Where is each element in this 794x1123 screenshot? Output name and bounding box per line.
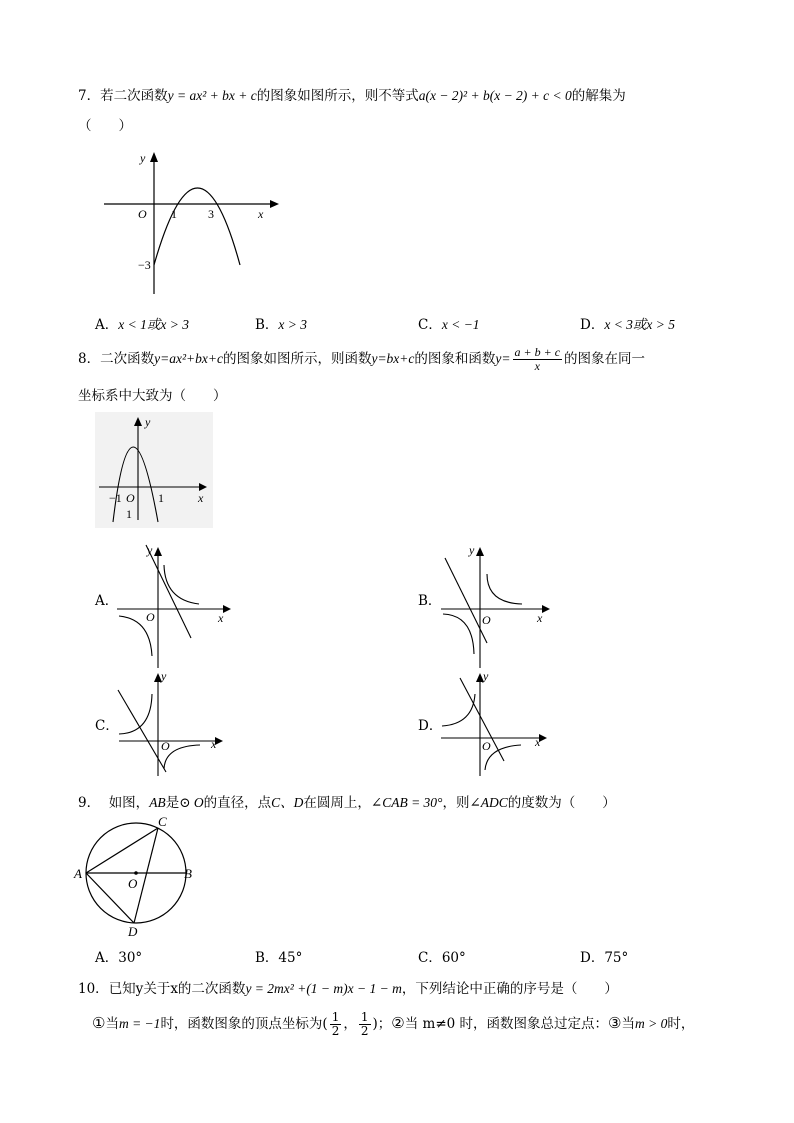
q9-option-b-label: B． [255, 950, 279, 966]
q9-option-d-label: D． [580, 950, 605, 966]
q9-label-d: D [128, 924, 138, 939]
q7-stem [78, 84, 626, 104]
q10-statement-3-m: m > 0 [634, 1016, 668, 1031]
q8-option-b-graph[interactable] [437, 540, 557, 670]
q8-origin-label: O [126, 491, 135, 505]
q9-option-b[interactable] [255, 946, 302, 966]
q8-function-2: y=bx+c [371, 351, 415, 366]
q9-ab: AB [149, 795, 166, 810]
q7-option-a-text: x < 1或x > 3 [118, 317, 189, 332]
q10-statement-3-b: 时， [667, 1016, 695, 1032]
q10-number: 10． [78, 981, 109, 997]
q10-stem-a: 已知y关于x的二次函数 [108, 981, 246, 997]
q7-option-c-text: x < −1 [441, 317, 480, 332]
q8b-hyperbola-q3 [443, 614, 474, 654]
q8-tick-1: 1 [158, 491, 164, 505]
q10-comma: ， [343, 1016, 357, 1032]
q9-option-c-label: C． [418, 950, 442, 966]
q10-statement-1-b: 时，函数图象的顶点坐标为( [160, 1016, 328, 1032]
q8-tick-neg1: −1 [109, 491, 122, 505]
q10-fraction-1-num: 1 [331, 1010, 340, 1025]
q8-function-1: y=ax²+bx+c [154, 351, 223, 366]
q8-graph [95, 412, 213, 528]
q8-x-label: x [198, 491, 204, 505]
q7-tick-neg3: −3 [138, 258, 151, 272]
q9-stem-f: 的度数为（ ） [507, 795, 616, 811]
q10-statement-1-m: m = −1 [118, 1016, 161, 1031]
q8a-hyperbola-q1 [164, 565, 199, 604]
q8-fraction [513, 346, 563, 372]
q8d-hyperbola-q2 [442, 694, 475, 726]
q7-stem-a: 若二次函数 [100, 88, 168, 104]
q8a-line [146, 545, 191, 638]
q9-number: 9． [78, 795, 101, 811]
q8-frac-numerator: a + b + c [514, 345, 561, 360]
q9-option-a-label: A． [95, 950, 119, 966]
q9-cd: C、D [271, 795, 304, 810]
q10-statement-2-marker: ② [391, 1014, 405, 1032]
q7-option-b-label: B． [255, 317, 279, 333]
q9-option-d-text: 75° [604, 950, 629, 966]
q10-stem-b: ，下列结论中正确的序号是（ ） [401, 981, 618, 997]
q8-option-b-label[interactable]: B． [418, 593, 442, 609]
q8b-y-label: y [469, 543, 475, 557]
q8c-y-label: y [161, 669, 167, 683]
q7-stem-c: 的解集为 [571, 88, 626, 104]
q7-option-d[interactable] [580, 313, 675, 333]
q8c-x-label: x [211, 737, 217, 751]
q8a-y-label: y [147, 543, 153, 557]
q7-option-b-text: x > 3 [278, 317, 308, 332]
q10-statement-1-a: 当 [105, 1016, 119, 1032]
q9-stem-d: 在圆周上， [303, 795, 371, 811]
q7-option-b[interactable] [255, 313, 307, 333]
q8c-origin-label: O [161, 739, 170, 753]
q10-statements [92, 1006, 694, 1041]
q9-angle-adc: ∠ADC [469, 795, 508, 810]
q8d-origin-label: O [482, 739, 491, 753]
q7-option-d-label: D． [580, 317, 605, 333]
q7-option-c-label: C． [418, 317, 442, 333]
q9-circle: ⊙ O [179, 795, 204, 810]
q10-statement-1-c: )； [372, 1016, 392, 1032]
q7-origin-label: O [138, 207, 147, 221]
q7-y-arrow [150, 152, 158, 162]
q8-frac-denominator: x [534, 359, 540, 373]
q9-option-b-text: 45° [278, 950, 303, 966]
q7-parabola [154, 188, 240, 265]
q8-stem-a: 二次函数 [100, 351, 155, 367]
q10-fraction-2 [359, 1011, 371, 1037]
q9-option-c[interactable] [418, 946, 466, 966]
q10-statement-1-marker: ① [92, 1014, 106, 1032]
q8-y-label: y [145, 415, 151, 429]
q7-y-label: y [140, 151, 146, 165]
q8-option-d-graph[interactable] [437, 666, 557, 778]
q8a-y-arrow [154, 547, 162, 556]
q8a-x-arrow [223, 605, 231, 613]
q7-tick-3: 3 [208, 207, 214, 221]
q7-option-c[interactable] [418, 313, 480, 333]
q7-x-arrow [270, 200, 279, 208]
q8-option-c-graph[interactable] [115, 666, 235, 778]
q7-function: y = ax² + bx + c [167, 88, 257, 103]
q9-label-c: C [158, 814, 167, 829]
q8-option-d-label[interactable]: D． [418, 718, 443, 734]
q8-option-a-label[interactable]: A． [95, 593, 119, 609]
q8-number: 8． [78, 351, 101, 367]
q8-stem [78, 342, 645, 376]
q10-fraction-1 [330, 1011, 342, 1037]
q9-stem-b: 是 [165, 795, 180, 811]
q8a-x-label: x [218, 611, 224, 625]
q7-number: 7． [78, 88, 101, 104]
q9-stem-c: 的直径，点 [203, 795, 272, 811]
q9-chord-ac [86, 828, 158, 873]
q9-option-a-text: 30° [118, 950, 143, 966]
q9-circle-figure [70, 812, 210, 940]
q9-stem-e: ，则 [442, 795, 470, 811]
q8-option-a-graph[interactable] [115, 540, 235, 670]
q7-inequality: a(x − 2)² + b(x − 2) + c < 0 [418, 88, 572, 103]
q10-fraction-2-den: 2 [360, 1024, 369, 1038]
q8b-line [445, 558, 487, 643]
q10-statement-3-a: 当 [621, 1016, 635, 1032]
q9-label-a: A [74, 866, 82, 881]
q9-label-b: B [184, 866, 192, 881]
q8-stem-line2: 坐标系中大致为（ ） [78, 388, 227, 404]
q8b-x-arrow [542, 605, 550, 613]
q9-option-a[interactable] [95, 946, 142, 966]
q7-x-label: x [258, 207, 264, 221]
q10-function: y = 2mx² +(1 − m)x − 1 − m [245, 981, 402, 996]
q10-statement-3-marker: ③ [608, 1014, 622, 1032]
q8d-x-label: x [535, 735, 541, 749]
q9-label-o: O [128, 876, 138, 891]
q8-option-c-label[interactable]: C． [95, 718, 119, 734]
q7-option-a[interactable] [95, 313, 189, 333]
q9-stem-a: 如图， [108, 795, 150, 811]
q10-fraction-2-num: 1 [360, 1010, 369, 1025]
q8-tick-below: 1 [126, 507, 132, 521]
q9-option-d[interactable] [580, 946, 628, 966]
q10-fraction-1-den: 2 [331, 1024, 340, 1038]
q7-answer-paren: （ ） [78, 118, 132, 134]
q9-stem [78, 791, 616, 811]
q7-graph [98, 148, 288, 298]
q9-angle-cab: ∠CAB = 30° [370, 795, 443, 810]
q9-center-dot [134, 871, 138, 875]
q8a-origin-label: O [146, 610, 155, 624]
q9-chord-cd [134, 828, 158, 923]
q7-option-d-text: x < 3或x > 5 [604, 317, 676, 332]
q8b-hyperbola-q1 [487, 574, 522, 604]
q10-stem [78, 977, 618, 997]
q8b-x-label: x [537, 611, 543, 625]
q9-option-c-text: 60° [441, 950, 466, 966]
q8-frac-lhs: y= [495, 351, 511, 366]
q8b-origin-label: O [482, 613, 491, 627]
q8b-y-arrow [476, 547, 484, 556]
q8-stem-d: 的图象在同一 [564, 351, 646, 367]
q7-stem-b: 的图象如图所示，则不等式 [256, 88, 419, 104]
q10-statement-2: 当 m≠0 时，函数图象总过定点： [404, 1016, 609, 1032]
q7-option-a-label: A． [95, 317, 119, 333]
q8c-line [118, 690, 166, 772]
q7-tick-1: 1 [171, 207, 177, 221]
q8-stem-b: 的图象如图所示，则函数 [222, 351, 372, 367]
q8-stem-c: 的图象和函数 [414, 351, 496, 367]
q8d-y-label: y [483, 669, 489, 683]
